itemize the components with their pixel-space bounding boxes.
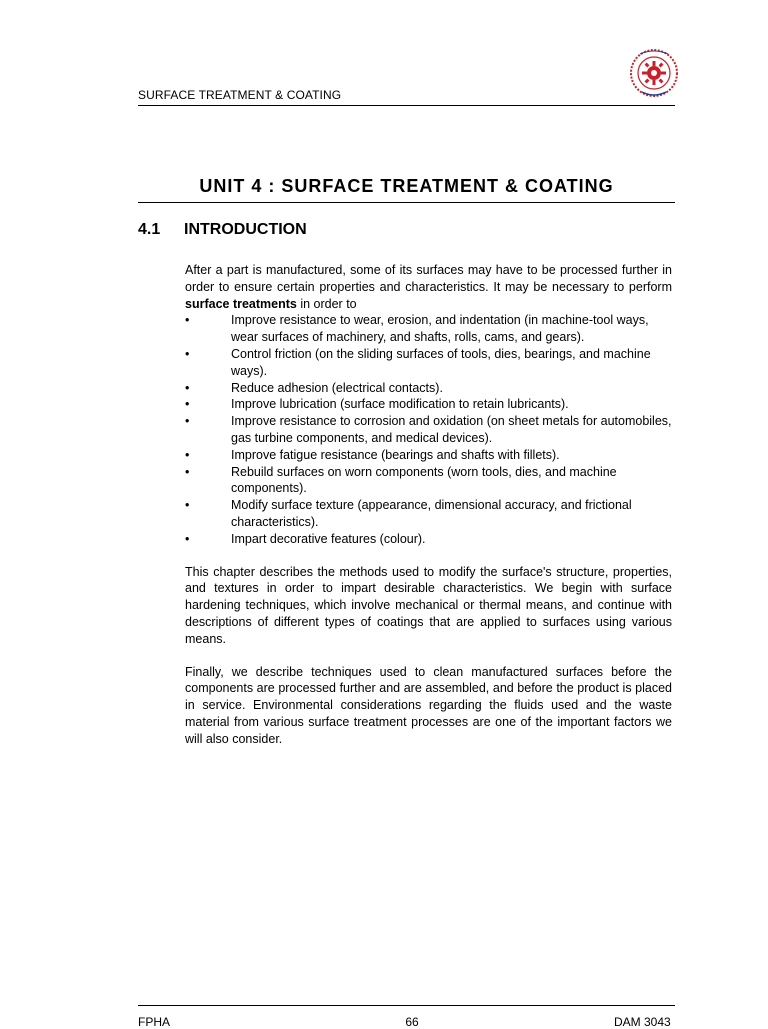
- bullet-dot: •: [185, 414, 190, 429]
- footer-divider: [138, 1005, 675, 1006]
- list-item: [185, 497, 672, 531]
- bullet-dot: •: [185, 397, 190, 412]
- running-header-title: SURFACE TREATMENT & COATING: [138, 88, 342, 102]
- footer-right-text: DAM 3043: [614, 1015, 671, 1029]
- methods-paragraph: This chapter describes the methods used to modify the surface's structure, properties, and textures in order to impart desirable characteristics. We begin with surface hardening techniques, which involve mechanical or thermal means, and continue with descriptions of different types of coatings that are applied to surfaces using various means.: [185, 564, 672, 646]
- list-item: [185, 396, 672, 413]
- list-item: [185, 312, 672, 346]
- bullet-dot: •: [185, 464, 190, 479]
- university-seal-icon: [628, 46, 680, 102]
- list-item-text: Control friction (on the sliding surfaces of tools, dies, bearings, and machine ways).: [231, 346, 651, 378]
- page-number: 66: [405, 1015, 419, 1029]
- bullet-dot: •: [185, 346, 190, 361]
- list-item: [185, 413, 672, 447]
- footer-left-text: FPHA: [138, 1015, 171, 1029]
- list-item-text: Improve resistance to corrosion and oxidation (on sheet metals for automobiles, gas turbine components, and medical devices).: [231, 414, 672, 445]
- intro-paragraph: [185, 262, 672, 312]
- list-item-text: Reduce adhesion (electrical contacts).: [231, 380, 443, 395]
- list-item: [185, 447, 672, 464]
- bullet-dot: •: [185, 498, 190, 513]
- bullet-dot: •: [185, 447, 190, 462]
- list-item-text: Rebuild surfaces on worn components (worn tools, dies, and machine components).: [231, 464, 617, 496]
- section-title: INTRODUCTION: [184, 221, 307, 238]
- header-divider: [138, 105, 675, 106]
- list-item-text: Improve resistance to wear, erosion, and indentation (in machine-tool ways, wear surfaces of machinery, and shafts, rolls, cams, and gears).: [231, 313, 649, 345]
- list-item-text: Improve lubrication (surface modification to retain lubricants).: [231, 397, 569, 412]
- list-item-text: Improve fatigue resistance (bearings and shafts with fillets).: [231, 447, 560, 462]
- list-item: [185, 531, 672, 548]
- intro-text-end: in order to: [296, 296, 357, 311]
- intro-bold-term: surface treatments: [185, 296, 297, 311]
- unit-title: UNIT 4 : SURFACE TREATMENT & COATING: [199, 176, 614, 196]
- section-number: 4.1: [138, 221, 161, 238]
- title-divider: [138, 202, 675, 203]
- intro-text: After a part is manufactured, some of its surfaces may have to be processed further in order to ensure certain properties and characteristics. It may be necessary to perform: [185, 263, 672, 294]
- section-heading: [138, 221, 307, 239]
- list-item-text: Modify surface texture (appearance, dimensional accuracy, and frictional characteristics).: [231, 498, 632, 529]
- cleaning-paragraph: Finally, we describe techniques used to clean manufactured surfaces before the components are processed further and are assembled, and before the product is placed in service. Environmental considerations regarding the fluids used and the waste material from various surface treatment processes are one of the important factors we will also consider.: [185, 664, 672, 746]
- list-item: [185, 346, 672, 380]
- list-item: [185, 380, 672, 397]
- bullet-dot: •: [185, 531, 190, 546]
- body-content: [185, 262, 672, 748]
- bullet-dot: •: [185, 313, 190, 328]
- list-item-text: Impart decorative features (colour).: [231, 531, 426, 546]
- list-item: [185, 464, 672, 498]
- bullet-list: [185, 312, 672, 547]
- bullet-dot: •: [185, 380, 190, 395]
